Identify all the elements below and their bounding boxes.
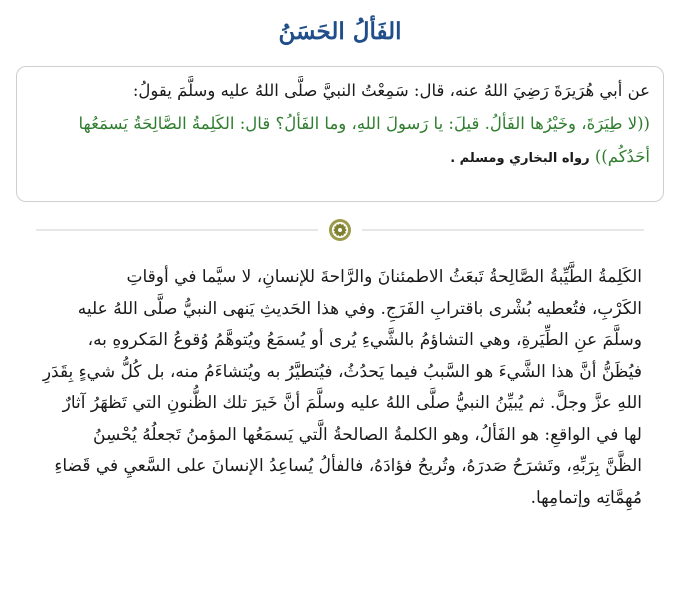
page-title: الفَألُ الحَسَنُ xyxy=(278,18,402,45)
body-line: وسلَّمَ عنِ الطِّيَرةِ، وهي التشاؤمُ بالشَّيءِ يُرى أو يُسمَعُ ويُتوهَّمُ وُقوعُ المَكروهِ به، xyxy=(87,330,642,350)
body-line: فيُظَنُّ أنَّ هذا الشَّيءَ هو السَّببُ فيما يَحدُثُ، فيُتطيَّرُ به ويُتشاءَمُ منه، بل كُلُّ شيءٍ بِقَدَرِ xyxy=(42,361,642,382)
body-line: مُهِمَّاتِه وإتمامِها. xyxy=(530,487,642,508)
hadith-intro: عن أبي هُرَيرَةَ رَضِيَ اللهُ عنه، قال: سَمِعْتُ النبيَّ صلَّى اللهُ عليه وسلَّمَ يقولُ: xyxy=(132,81,650,100)
rosette-ornament-icon xyxy=(329,219,351,241)
section-divider xyxy=(0,219,680,241)
body-line: الكَلِمةُ الطَّيِّبةُ الصَّالِحةُ تَبعَثُ الاطمئنانَ والرَّاحةَ للإنسانِ، لا سيَّما في أوقاتِ xyxy=(126,267,642,287)
body-line: لها في الواقعِ: هو الفَألُ، وهو الكلمةُ الصالحةُ الَّتي يَسمَعُها المؤمنُ تَجعلُهُ يُحْسِنُ xyxy=(93,424,642,445)
body-line: اللهِ عزَّ وجلَّ. ثم يُبيِّنُ النبيُّ صلَّى اللهُ عليه وسلَّمَ أنَّ خَيرَ تلك الظُّنونِ التي تَظهَرُ آثارٌ xyxy=(62,393,642,413)
body-line: الكَرْبِ، فتُعطيه بُشْرى باقترابِ الفَرَجِ. وفي هذا الحَديثِ يَنهى النبيُّ صلَّى اللهُ عليه xyxy=(77,298,642,319)
body-line: الظَّنَّ بِرَبِّهِ، وتَشرَحُ صَدرَهُ، وتُريحُ فؤادَهُ، فالفألُ يُساعِدُ الإنسانَ على السَّعيِ في قَضاءِ xyxy=(54,456,642,476)
hadith-quote: ((لا طِيَرَةَ، وخَيْرُها الفَألُ. قيلَ: يا رَسولَ اللهِ، وما الفَألُ؟ قال: الكَلِمةُ الصَّالِحَةُ يَسمَعُها أحَدُكُم)) xyxy=(78,114,650,166)
explanation-text xyxy=(26,262,642,514)
hadith-text xyxy=(20,74,650,175)
hadith-source: رواه البخاري ومسلم . xyxy=(450,151,590,166)
